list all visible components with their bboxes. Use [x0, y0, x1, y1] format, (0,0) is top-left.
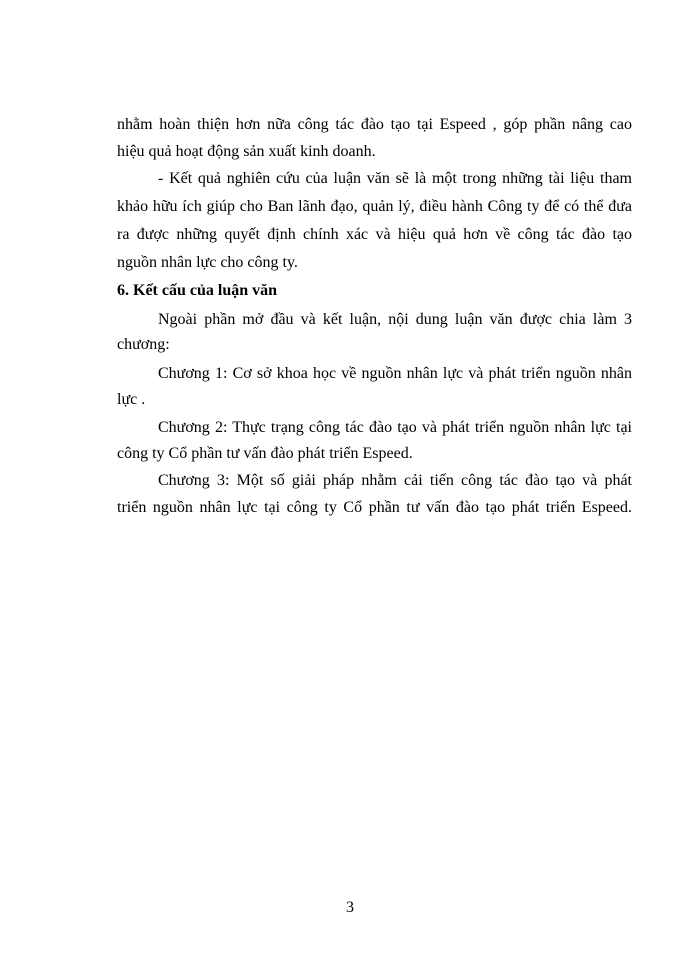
body-text-line: - Kết quả nghiên cứu của luận văn sẽ là một trong những tài liệu tham	[158, 170, 632, 187]
chapter-item-line: công ty Cổ phần tư vấn đào phát triển Espeed.	[117, 445, 413, 462]
body-text-line: nhằm hoàn thiện hơn nữa công tác đào tạo tại Espeed , góp phần nâng cao	[117, 116, 632, 133]
body-text-line: chương:	[117, 336, 170, 353]
body-text-line: ra được những quyết định chính xác và hiệu quả hơn về công tác đào tạo	[117, 226, 632, 243]
body-text-line: nguồn nhân lực cho công ty.	[117, 254, 298, 271]
body-text-line: hiệu quả hoạt động sản xuất kinh doanh.	[117, 143, 376, 160]
body-text-line: khảo hữu ích giúp cho Ban lãnh đạo, quản lý, điều hành Công ty để có thể đưa	[117, 198, 632, 215]
page-number: 3	[346, 899, 354, 916]
chapter-item-line: Chương 2: Thực trạng công tác đào tạo và phát triển nguồn nhân lực tại	[158, 419, 632, 436]
chapter-item-line: lực .	[117, 391, 146, 408]
body-text-line: Ngoài phần mở đầu và kết luận, nội dung luận văn được chia làm 3	[158, 311, 632, 328]
chapter-item-line: Chương 1: Cơ sở khoa học về nguồn nhân lực và phát triển nguồn nhân	[158, 365, 632, 382]
chapter-item-line: Chương 3: Một số giải pháp nhằm cải tiến công tác đào tạo và phát	[158, 472, 632, 489]
chapter-item-line: triển nguồn nhân lực tại công ty Cổ phần tư vấn đào tạo phát triển Espeed.	[117, 499, 632, 516]
section-heading: 6. Kết cấu của luận văn	[117, 282, 278, 299]
